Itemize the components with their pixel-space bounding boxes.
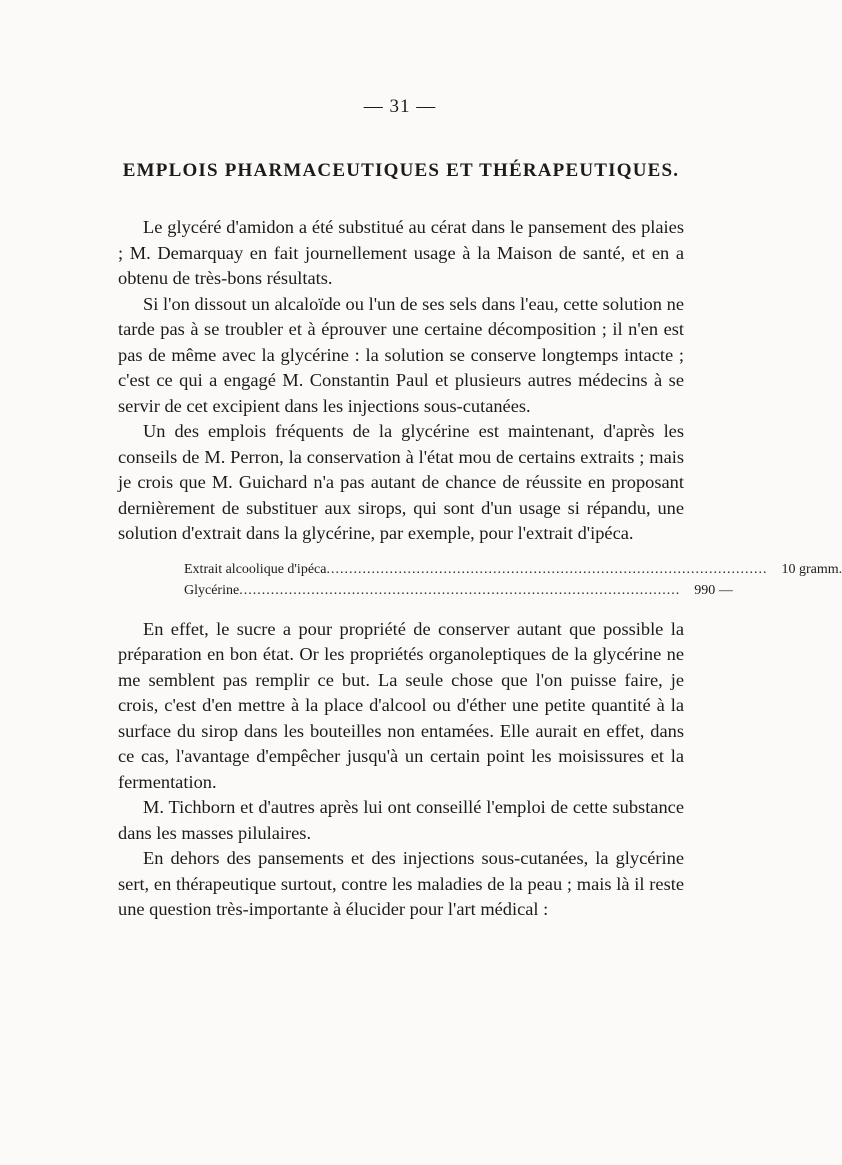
paragraph-6: En dehors des pansements et des injections sous-cutanées, la glycérine sert, en thérapeutique surtout, contre les maladies de la peau ; mais là il reste une question très-importante à élucider pour l'art médical : [118, 848, 684, 919]
page-number: — 31 — [363, 96, 437, 117]
formula-quantity: 10 gramm. [781, 561, 842, 577]
formula-row [184, 559, 842, 580]
formula-ingredient: Glycérine [184, 582, 240, 598]
leader-dots: .................................................................................................. [326, 561, 768, 577]
paragraph-5: M. Tichborn et d'autres après lui ont conseillé l'emploi de cette substance dans les masses pilulaires. [118, 797, 684, 843]
paragraph-2: Si l'on dissout un alcaloïde ou l'un de ses sels dans l'eau, cette solution ne tarde pas à se troubler et à éprouver une certaine décomposition ; il n'en est pas de même avec la glycérine : la solution se conserve longtemps intacte ; c'est ce qui a engagé M. Constantin Paul et plusieurs autres médecins à se servir de cet excipient dans les injections sous-cutanées. [118, 293, 684, 416]
formula-quantity: 990 — [694, 582, 733, 598]
leader-dots: .................................................................................................. [239, 582, 681, 598]
formula-row [184, 580, 733, 601]
body-text [118, 215, 842, 923]
formula-ingredient: Extrait alcoolique d'ipéca [184, 561, 327, 577]
paragraph-1: Le glycéré d'amidon a été substitué au cérat dans le pansement des plaies ; M. Demarquay en fait journellement usage à la Maison de santé, et en a obtenu de très-bons résultats. [118, 217, 684, 288]
paragraph-4: En effet, le sucre a pour propriété de conserver autant que possible la préparation en bon état. Or les propriétés organoleptiques de la glycérine ne me semblent pas remplir ce but. La seule chose que l'on puisse faire, je crois, c'est d'en mettre à la place d'alcool ou d'éther une petite quantité à la surface du sirop dans les bouteilles non entamées. Elle aurait en effet, dans ce cas, l'avantage d'empêcher jusqu'à un certain point les moisissures et la fermentation. [118, 618, 684, 792]
paragraph-3: Un des emplois fréquents de la glycérine est maintenant, d'après les conseils de M. Perron, la conservation à l'état mou de certains extraits ; mais je crois que M. Guichard n'a pas autant de chance de réussite en proposant dernièrement de substituer aux sirops, qui sont d'un usage si répandu, une solution d'extrait dans la glycérine, par exemple, pour l'extrait d'ipéca. [118, 421, 684, 543]
formula-table [118, 559, 842, 601]
section-heading: EMPLOIS PHARMACEUTIQUES ET THÉRAPEUTIQUES. [122, 160, 680, 181]
